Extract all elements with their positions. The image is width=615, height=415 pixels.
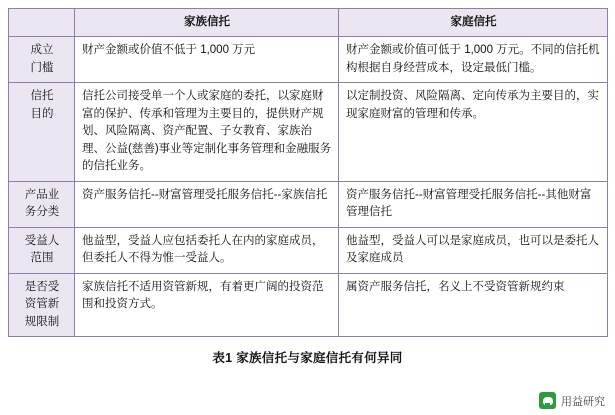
row-label-line: 目的 [30, 107, 54, 120]
cell-threshold-family: 财产金额或价值不低于 1,000 万元 [75, 37, 339, 83]
row-label-line: 产品业 [24, 188, 60, 201]
row-label-line: 信托 [30, 90, 54, 103]
row-label-line: 资管新 [24, 298, 60, 311]
cell-category-family: 资产服务信托--财富管理受托服务信托--家族信托 [75, 181, 339, 227]
row-label-line: 范围 [30, 252, 54, 265]
row-label-line: 成立 [30, 44, 54, 57]
table-corner-cell [9, 9, 75, 37]
table-row [9, 83, 608, 181]
table-header-row [9, 9, 608, 37]
table-caption: 表1 家族信托与家庭信托有何异同 [212, 351, 403, 366]
row-label-line: 受益人 [24, 234, 60, 247]
leaf-logo-icon [539, 392, 556, 409]
cell-purpose-family: 信托公司接受单一个人或家庭的委托，以家庭财富的保护、传承和管理为主要目的，提供财产规划、风险隔离、资产配置、子女教育、家族治理、公益(慈善)事业等定制化事务管理和金融服务的信托业务。 [75, 83, 339, 181]
row-label-purpose [9, 83, 75, 181]
brand-name: 用益研究 [561, 395, 605, 408]
cell-category-household: 资产服务信托--财富管理受托服务信托--其他财富管理信托 [339, 181, 608, 227]
cell-beneficiary-household: 他益型，受益人可以是家庭成员，也可以是委托人及家庭成员 [339, 227, 608, 273]
column-header-household-trust: 家庭信托 [339, 9, 608, 37]
table-row [9, 273, 608, 336]
table-row [9, 37, 608, 83]
row-label-threshold [9, 37, 75, 83]
row-label-beneficiary [9, 227, 75, 273]
row-label-line: 规限制 [24, 315, 60, 328]
cell-regulation-family: 家族信托不适用资管新规，有着更广阔的投资范围和投资方式。 [75, 273, 339, 336]
footer-brand [539, 392, 605, 409]
comparison-table [8, 8, 608, 337]
column-header-family-trust: 家族信托 [75, 9, 339, 37]
cell-beneficiary-family: 他益型，受益人应包括委托人在内的家庭成员，但委托人不得为惟一受益人。 [75, 227, 339, 273]
table-row [9, 227, 608, 273]
table-row [9, 181, 608, 227]
row-label-regulation [9, 273, 75, 336]
row-label-line: 是否受 [24, 280, 60, 293]
cell-threshold-household: 财产金额或价值可低于 1,000 万元。不同的信托机构根据自身经营成本，设定最低门槛。 [339, 37, 608, 83]
cell-regulation-household: 属资产服务信托，名义上不受资管新规约束 [339, 273, 608, 336]
cell-purpose-household: 以定制投资、风险隔离、定向传承为主要目的，实现家庭财富的管理和传承。 [339, 83, 608, 181]
row-label-line: 务分类 [24, 206, 60, 219]
row-label-line: 门槛 [30, 61, 54, 74]
row-label-category [9, 181, 75, 227]
